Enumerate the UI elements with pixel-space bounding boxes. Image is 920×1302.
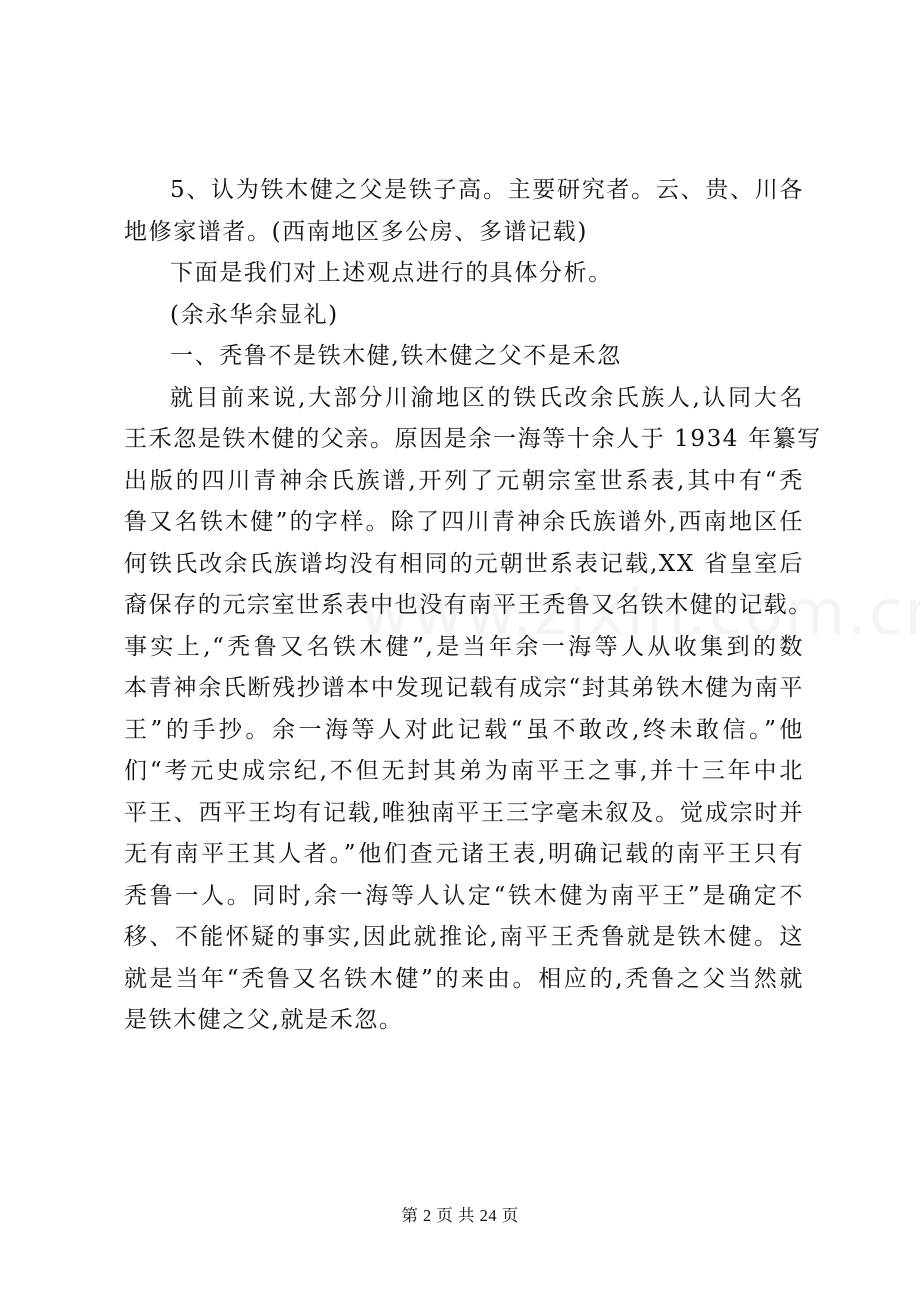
paragraph-line: 事实上,“秃鲁又名铁木健”,是当年余一海等人从收集到的数 — [124, 633, 804, 660]
paragraph-line: 5、认为铁木健之父是铁子高。主要研究者。云、贵、川各 — [170, 177, 804, 203]
paragraph-line: 一、秃鲁不是铁木健,铁木健之父不是禾忽 — [170, 343, 622, 369]
paragraph-line: 们“考元史成宗纪,不但无封其弟为南平王之事,并十三年中北 — [124, 758, 804, 784]
paragraph-line: (余永华余显礼) — [170, 301, 339, 328]
paragraph-line: 平王、西平王均有记载,唯独南平王三字毫未叙及。觉成宗时并 — [124, 799, 804, 826]
paragraph-line: 移、不能怀疑的事实,因此就推论,南平王秃鲁就是铁木健。这 — [124, 924, 804, 950]
paragraph-line: 裔保存的元宗室世系表中也没有南平王秃鲁又名铁木健的记载。 — [124, 592, 813, 618]
paragraph-line: 就目前来说,大部分川渝地区的铁氏改余氏族人,认同大名 — [170, 384, 804, 411]
paragraph-line: 鲁又名铁木健”的字样。除了四川青神余氏族谱外,西南地区任 — [124, 509, 804, 535]
paragraph-line: 是铁木健之父,就是禾忽。 — [124, 1007, 404, 1033]
paragraph-line: 下面是我们对上述观点进行的具体分析。 — [170, 260, 613, 286]
page-number-footer: 第 2 页 共 24 页 — [401, 1206, 519, 1225]
paragraph-1 — [124, 170, 804, 253]
paragraph-line: 何铁氏改余氏族谱均没有相同的元朝世系表记载,XX 省皇室后 — [124, 550, 804, 577]
paragraph-line: 就是当年“秃鲁又名铁木健”的来由。相应的,秃鲁之父当然就 — [124, 965, 804, 992]
paragraph-line: 本青神余氏断残抄谱本中发现记载有成宗“封其弟铁木健为南平 — [124, 675, 804, 701]
section-heading — [124, 336, 804, 378]
paragraph-line: 王禾忽是铁木健的父亲。原因是余一海等十余人于 1934 年纂写 — [124, 426, 822, 452]
paragraph-line: 地修家谱者。(西南地区多公房、多谱记载) — [124, 218, 588, 245]
paragraph-line: 王”的手抄。余一海等人对此记载“虽不敢改,终未敢信。”他 — [124, 716, 804, 743]
document-body — [124, 170, 822, 1042]
paragraph-line: 出版的四川青神余氏族谱,开列了元朝宗室世系表,其中有“秃 — [124, 467, 804, 494]
paragraph-2 — [124, 253, 804, 295]
paragraph-5 — [124, 378, 822, 1042]
paragraph-line: 秃鲁一人。同时,余一海等人认定“铁木健为南平王”是确定不 — [124, 882, 804, 909]
paragraph-3 — [124, 295, 804, 337]
paragraph-line: 无有南平王其人者。”他们查元诸王表,明确记载的南平王只有 — [124, 841, 804, 867]
